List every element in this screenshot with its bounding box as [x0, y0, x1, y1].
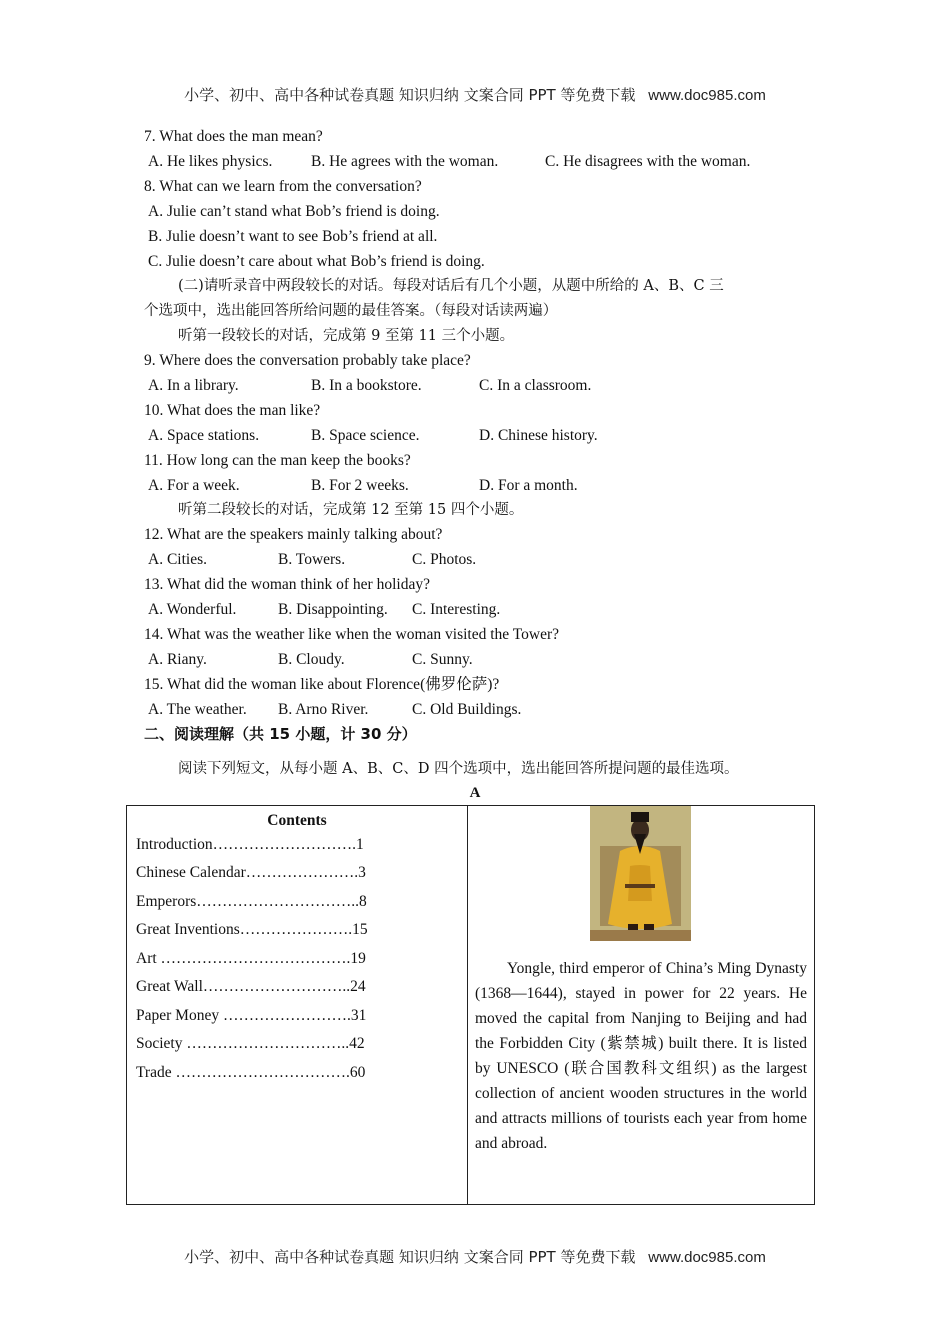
contents-item: Chinese Calendar………………….3 [136, 864, 366, 881]
contents-item: Trade …………………………….60 [136, 1064, 366, 1081]
passage-text [475, 956, 807, 1156]
q11-option-b: B. For 2 weeks. [311, 477, 409, 494]
q13-option-a: A. Wonderful. [148, 601, 237, 618]
q12-option-b: B. Towers. [278, 551, 346, 568]
q12-option-c: C. Photos. [412, 551, 477, 568]
passage-body: Yongle, third emperor of China’s Ming Dynasty (1368—1644), stayed in power for 22 years. He moved the capital from Nanjing to Beijing and had the Forbidden City (紫禁城) built there. It is listed by UNESCO (联合国教科文组织) as the largest collection of ancient wooden structures in the world and attracts millions of tourists each year from home and abroad. [475, 960, 807, 1152]
q14-option-b: B. Cloudy. [278, 651, 345, 668]
contents-item: Art ……………………………….19 [136, 950, 366, 967]
q12-question: 12. What are the speakers mainly talking about? [144, 526, 443, 543]
footer-text: 小学、初中、高中各种试卷真题 知识归纳 文案合同 PPT 等免费下载 [184, 1248, 636, 1266]
contents-title: Contents [267, 812, 327, 829]
contents-item: Emperors…………………………..8 [136, 893, 367, 910]
page-header [0, 84, 950, 105]
contents-item: Society …………………………..42 [136, 1035, 365, 1052]
q14-option-a: A. Riany. [148, 651, 207, 668]
q11-question: 11. How long can the man keep the books? [144, 452, 411, 469]
contents-item: Paper Money …………………….31 [136, 1007, 367, 1024]
q10-question: 10. What does the man like? [144, 402, 321, 419]
q13-question: 13. What did the woman think of her holiday? [144, 576, 430, 593]
contents-item: Great Wall………………………..24 [136, 978, 366, 995]
page-footer [0, 1246, 950, 1267]
q12-option-a: A. Cities. [148, 551, 207, 568]
q15-question: 15. What did the woman like about Florence(佛罗伦萨)? [144, 676, 500, 693]
dialog2-instruction: 听第二段较长的对话，完成第 12 至第 15 四个小题。 [178, 502, 524, 518]
passage-label: A [469, 785, 481, 801]
contents-item: Introduction……………………….1 [136, 836, 364, 853]
q10-option-c: D. Chinese history. [479, 427, 598, 444]
q7-option-a: A. He likes physics. [148, 153, 273, 170]
dialog1-instruction: 听第一段较长的对话，完成第 9 至第 11 三个小题。 [178, 328, 515, 344]
passage-table [126, 805, 815, 1205]
q9-option-c: C. In a classroom. [479, 377, 592, 394]
table-divider [467, 806, 468, 1204]
q11-option-c: D. For a month. [479, 477, 578, 494]
q8-option-c: C. Julie doesn’t care about what Bob’s friend is doing. [148, 253, 485, 270]
q13-option-b: B. Disappointing. [278, 601, 388, 618]
q8-question: 8. What can we learn from the conversation? [144, 178, 422, 195]
q11-option-a: A. For a week. [148, 477, 240, 494]
section2-instruction-line2: 个选项中，选出能回答所给问题的最佳答案。（每段对话读两遍） [144, 303, 558, 319]
reading-instruction: 阅读下列短文，从每小题 A、B、C、D 四个选项中，选出能回答所提问题的最佳选项。 [178, 761, 739, 777]
q15-option-c: C. Old Buildings. [412, 701, 522, 718]
q8-option-b: B. Julie doesn’t want to see Bob’s friend at all. [148, 228, 438, 245]
q9-question: 9. Where does the conversation probably take place? [144, 352, 471, 369]
section2-instruction-line1: (二)请听录音中两段较长的对话。每段对话后有几个小题，从题中所给的 A、B、C 三 [178, 278, 724, 294]
q10-option-b: B. Space science. [311, 427, 420, 444]
emperor-portrait-image [590, 806, 691, 941]
q9-option-b: B. In a bookstore. [311, 377, 422, 394]
header-url[interactable]: www.doc985.com [648, 87, 766, 104]
q15-option-a: A. The weather. [148, 701, 247, 718]
q7-option-b: B. He agrees with the woman. [311, 153, 499, 170]
contents-item: Great Inventions………………….15 [136, 921, 368, 938]
q7-option-c: C. He disagrees with the woman. [545, 153, 751, 170]
q7-question: 7. What does the man mean? [144, 128, 323, 145]
q14-option-c: C. Sunny. [412, 651, 473, 668]
header-text: 小学、初中、高中各种试卷真题 知识归纳 文案合同 PPT 等免费下载 [184, 86, 636, 104]
q10-option-a: A. Space stations. [148, 427, 260, 444]
footer-url[interactable]: www.doc985.com [648, 1249, 766, 1266]
q14-question: 14. What was the weather like when the woman visited the Tower? [144, 626, 559, 643]
reading-heading: 二、阅读理解（共 15 小题，计 30 分） [144, 725, 417, 743]
q15-option-b: B. Arno River. [278, 701, 369, 718]
q13-option-c: C. Interesting. [412, 601, 501, 618]
q8-option-a: A. Julie can’t stand what Bob’s friend is doing. [148, 203, 440, 220]
q9-option-a: A. In a library. [148, 377, 239, 394]
